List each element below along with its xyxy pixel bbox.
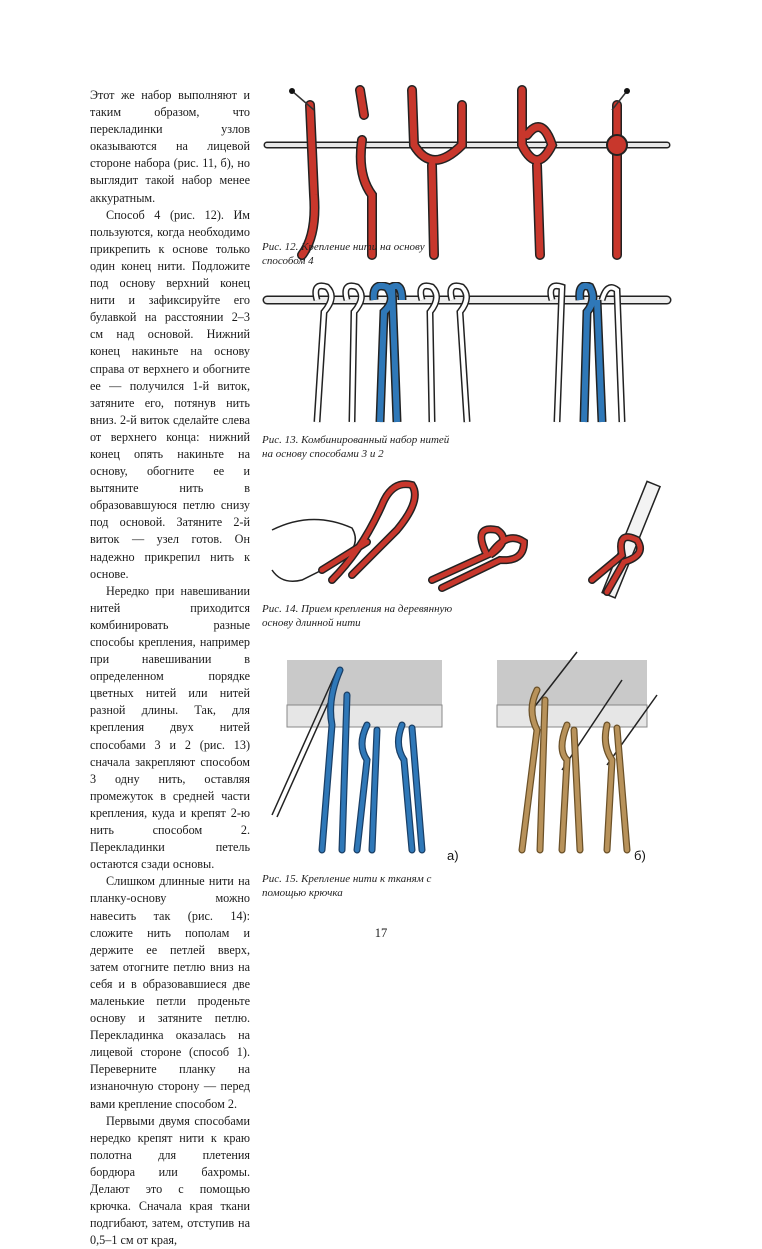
paragraph-1: Этот же набор выполняют и таким образом, что перекладинки узлов оказываются на лицевой стороне набора (рис. 11, б), но выглядит такой набор менее аккуратным. [90, 88, 250, 205]
figure-14-illustration [262, 470, 672, 605]
paragraph-5: Первыми двумя способами нередко крепят нити к краю полотна для плетения бордюра или бахромы. Делают это с помощью крючка. Сначала края ткани подгибают, затем, отступив на 0,5–1 см от края, [90, 1113, 250, 1248]
panel-a-label: а) [447, 848, 459, 863]
finished-knot [607, 135, 627, 155]
figure-15-caption: Рис. 15. Крепление нити к тканям с помощью крючка [262, 873, 432, 899]
pin-head [624, 88, 630, 94]
figure-12 [262, 85, 672, 260]
paragraph-4: Слишком длинные нити на планку-основу можно навесить так (рис. 14): сложите нить пополам и держите ее петлей вверх, затем отогните петлю вниз на себя и в образовавшиеся две маленькие петли проденьте основу и затяните петлю. Перекладинка оказалась на лицевой стороне (способ 1). Переверните планку на изнаночную сторону — перед вами крепление способом 2. [90, 874, 250, 1111]
figure-12-caption: Рис. 12. Крепление нити на основу способом 4 [262, 241, 425, 267]
paragraph-2: Способ 4 (рис. 12). Им пользуются, когда необходимо прикрепить к основе только один конец нити. Подложите под основу верхний конец нити и зафиксируйте его булавкой на расстоянии 2–3 см над основой. Нижний конец накиньте на основу справа от верхнего и обогните ее — получился 1-й виток, затяните его, потянув нить вниз. 2-й виток сделайте слева от верхнего конца: нижний конец опять накиньте на основу, обогните ее и вытяните нить в образовавшуюся петлю снизу под основой. Затяните 2-й виток — узел готов. Он надежно прикрепил нить к основе. [90, 207, 250, 581]
figure-14 [262, 470, 672, 605]
body-text-column [90, 87, 250, 1249]
white-cords-outline [316, 286, 622, 422]
red-cords [302, 90, 617, 255]
pin-head [289, 88, 295, 94]
figure-12-illustration [262, 85, 672, 260]
blue-cords-outline [374, 286, 602, 422]
paragraph-3: Нередко при навешивании нитей приходится комбинировать разные способы крепления, например при навешивании в определенном порядке цветных нитей или нитей разной длины. Так, для крепления двух нитей способами 3 и 2 (рис. 13) сначала закрепляют способом 3 одну нить, оставляя промежуток в средней части крепления, куда и крепят 2-ю нить способом 2. Перекладинки петель остаются сзади основы. [90, 583, 250, 872]
panel-b-label: б) [634, 848, 646, 863]
figure-14-caption: Рис. 14. Прием крепления на деревянную основу длинной нити [262, 603, 453, 629]
blue-cords [374, 286, 602, 422]
figure-13 [262, 282, 672, 427]
figure-15-illustration [262, 650, 672, 865]
page-number: 17 [374, 926, 388, 940]
figure-13-caption: Рис. 13. Комбинированный набор нитей на основу способами 3 и 2 [262, 434, 450, 460]
figure-13-illustration [262, 282, 672, 427]
figure-15 [262, 650, 672, 865]
